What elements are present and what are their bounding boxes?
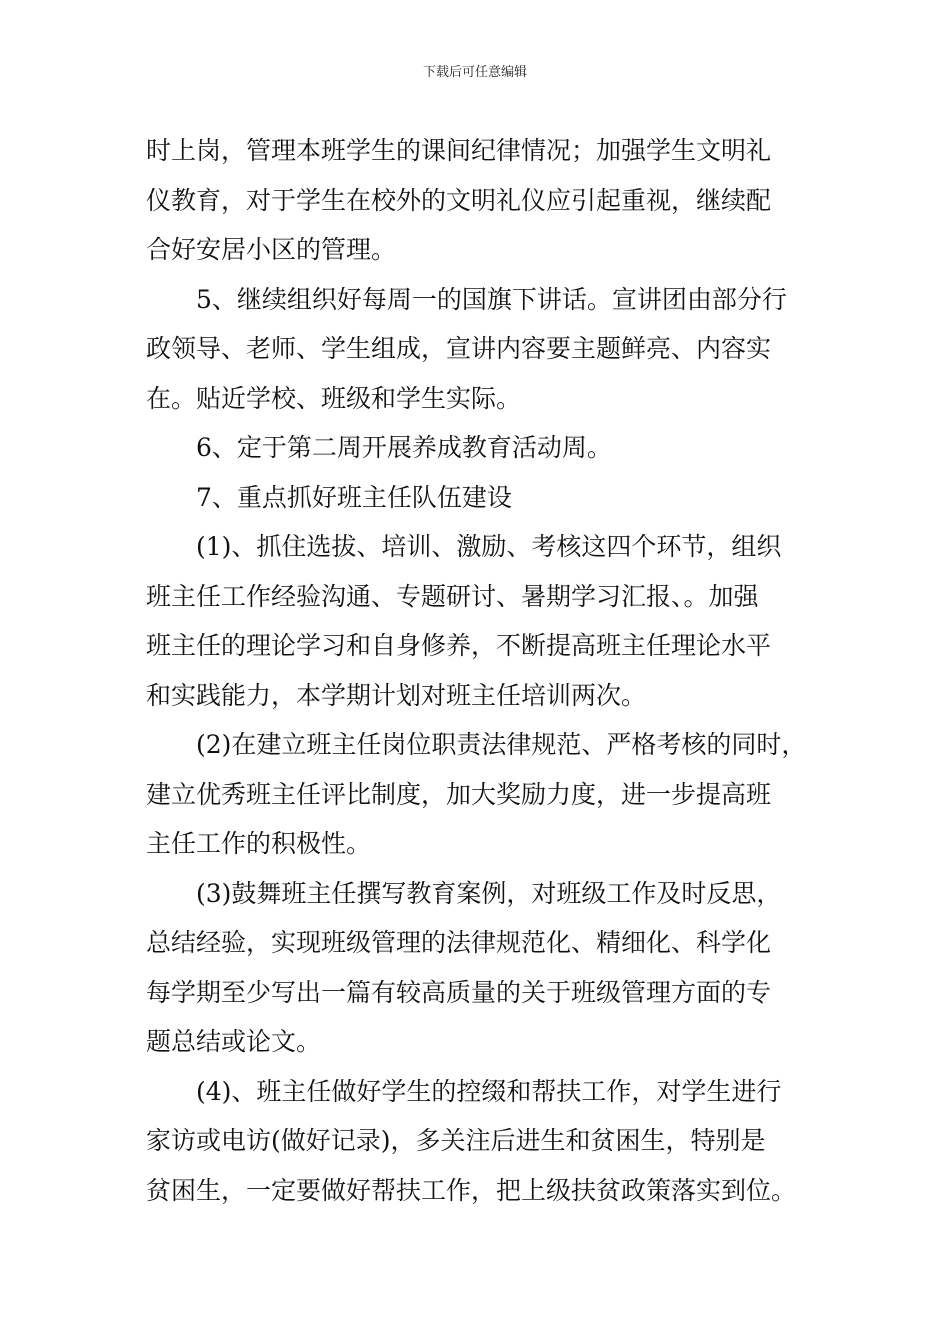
text-line: 5、继续组织好每周一的国旗下讲话。宣讲团由部分行 <box>196 284 787 314</box>
text-line: 总结经验，实现班级管理的法律规范化、精细化、科学化 <box>146 928 772 957</box>
text-line: 时上岗，管理本班学生的课间纪律情况；加强学生文明礼 <box>146 136 772 165</box>
text-line: 题总结或论文。 <box>146 1027 322 1056</box>
text-line: 仪教育，对于学生在校外的文明礼仪应引起重视，继续配 <box>146 185 772 215</box>
text-line: 政领导、老师、学生组成，宣讲内容要主题鲜亮、内容实 <box>146 334 772 363</box>
text-line: 每学期至少写出一篇有较高质量的关于班级管理方面的专 <box>146 977 772 1007</box>
text-line: (3)鼓舞班主任撰写教育案例，对班级工作及时反思， <box>196 878 782 908</box>
text-line: 和实践能力，本学期计划对班主任培训两次。 <box>146 680 647 710</box>
text-line: (4)、班主任做好学生的控缀和帮扶工作，对学生进行 <box>196 1076 782 1106</box>
text-line: 班主任工作经验沟通、专题研讨、暑期学习汇报、。加强 <box>146 581 759 611</box>
text-line: (1)、抓住选拔、培训、激励、考核这四个环节，组织 <box>196 532 782 561</box>
text-line: 在。贴近学校、班级和学生实际。 <box>146 383 522 413</box>
text-line: 6、定于第二周开展养成教育活动周。 <box>196 433 612 462</box>
document-body <box>146 126 836 1215</box>
text-line: 合好安居小区的管理。 <box>146 235 397 264</box>
text-line: 班主任的理论学习和自身修养，不断提高班主任理论水平 <box>146 631 772 660</box>
text-line: 7、重点抓好班主任队伍建设 <box>196 482 512 512</box>
page-header: 下载后可任意编辑 <box>422 65 527 80</box>
text-line: (2)在建立班主任岗位职责法律规范、严格考核的同时， <box>196 730 807 759</box>
text-line: 建立优秀班主任评比制度，加大奖励力度，进一步提高班 <box>146 779 772 809</box>
text-line: 家访或电访(做好记录)，多关注后进生和贫困生，特别是 <box>146 1126 766 1155</box>
text-line: 贫困生，一定要做好帮扶工作，把上级扶贫政策落实到位。 <box>146 1175 797 1205</box>
text-line: 主任工作的积极性。 <box>146 829 372 858</box>
